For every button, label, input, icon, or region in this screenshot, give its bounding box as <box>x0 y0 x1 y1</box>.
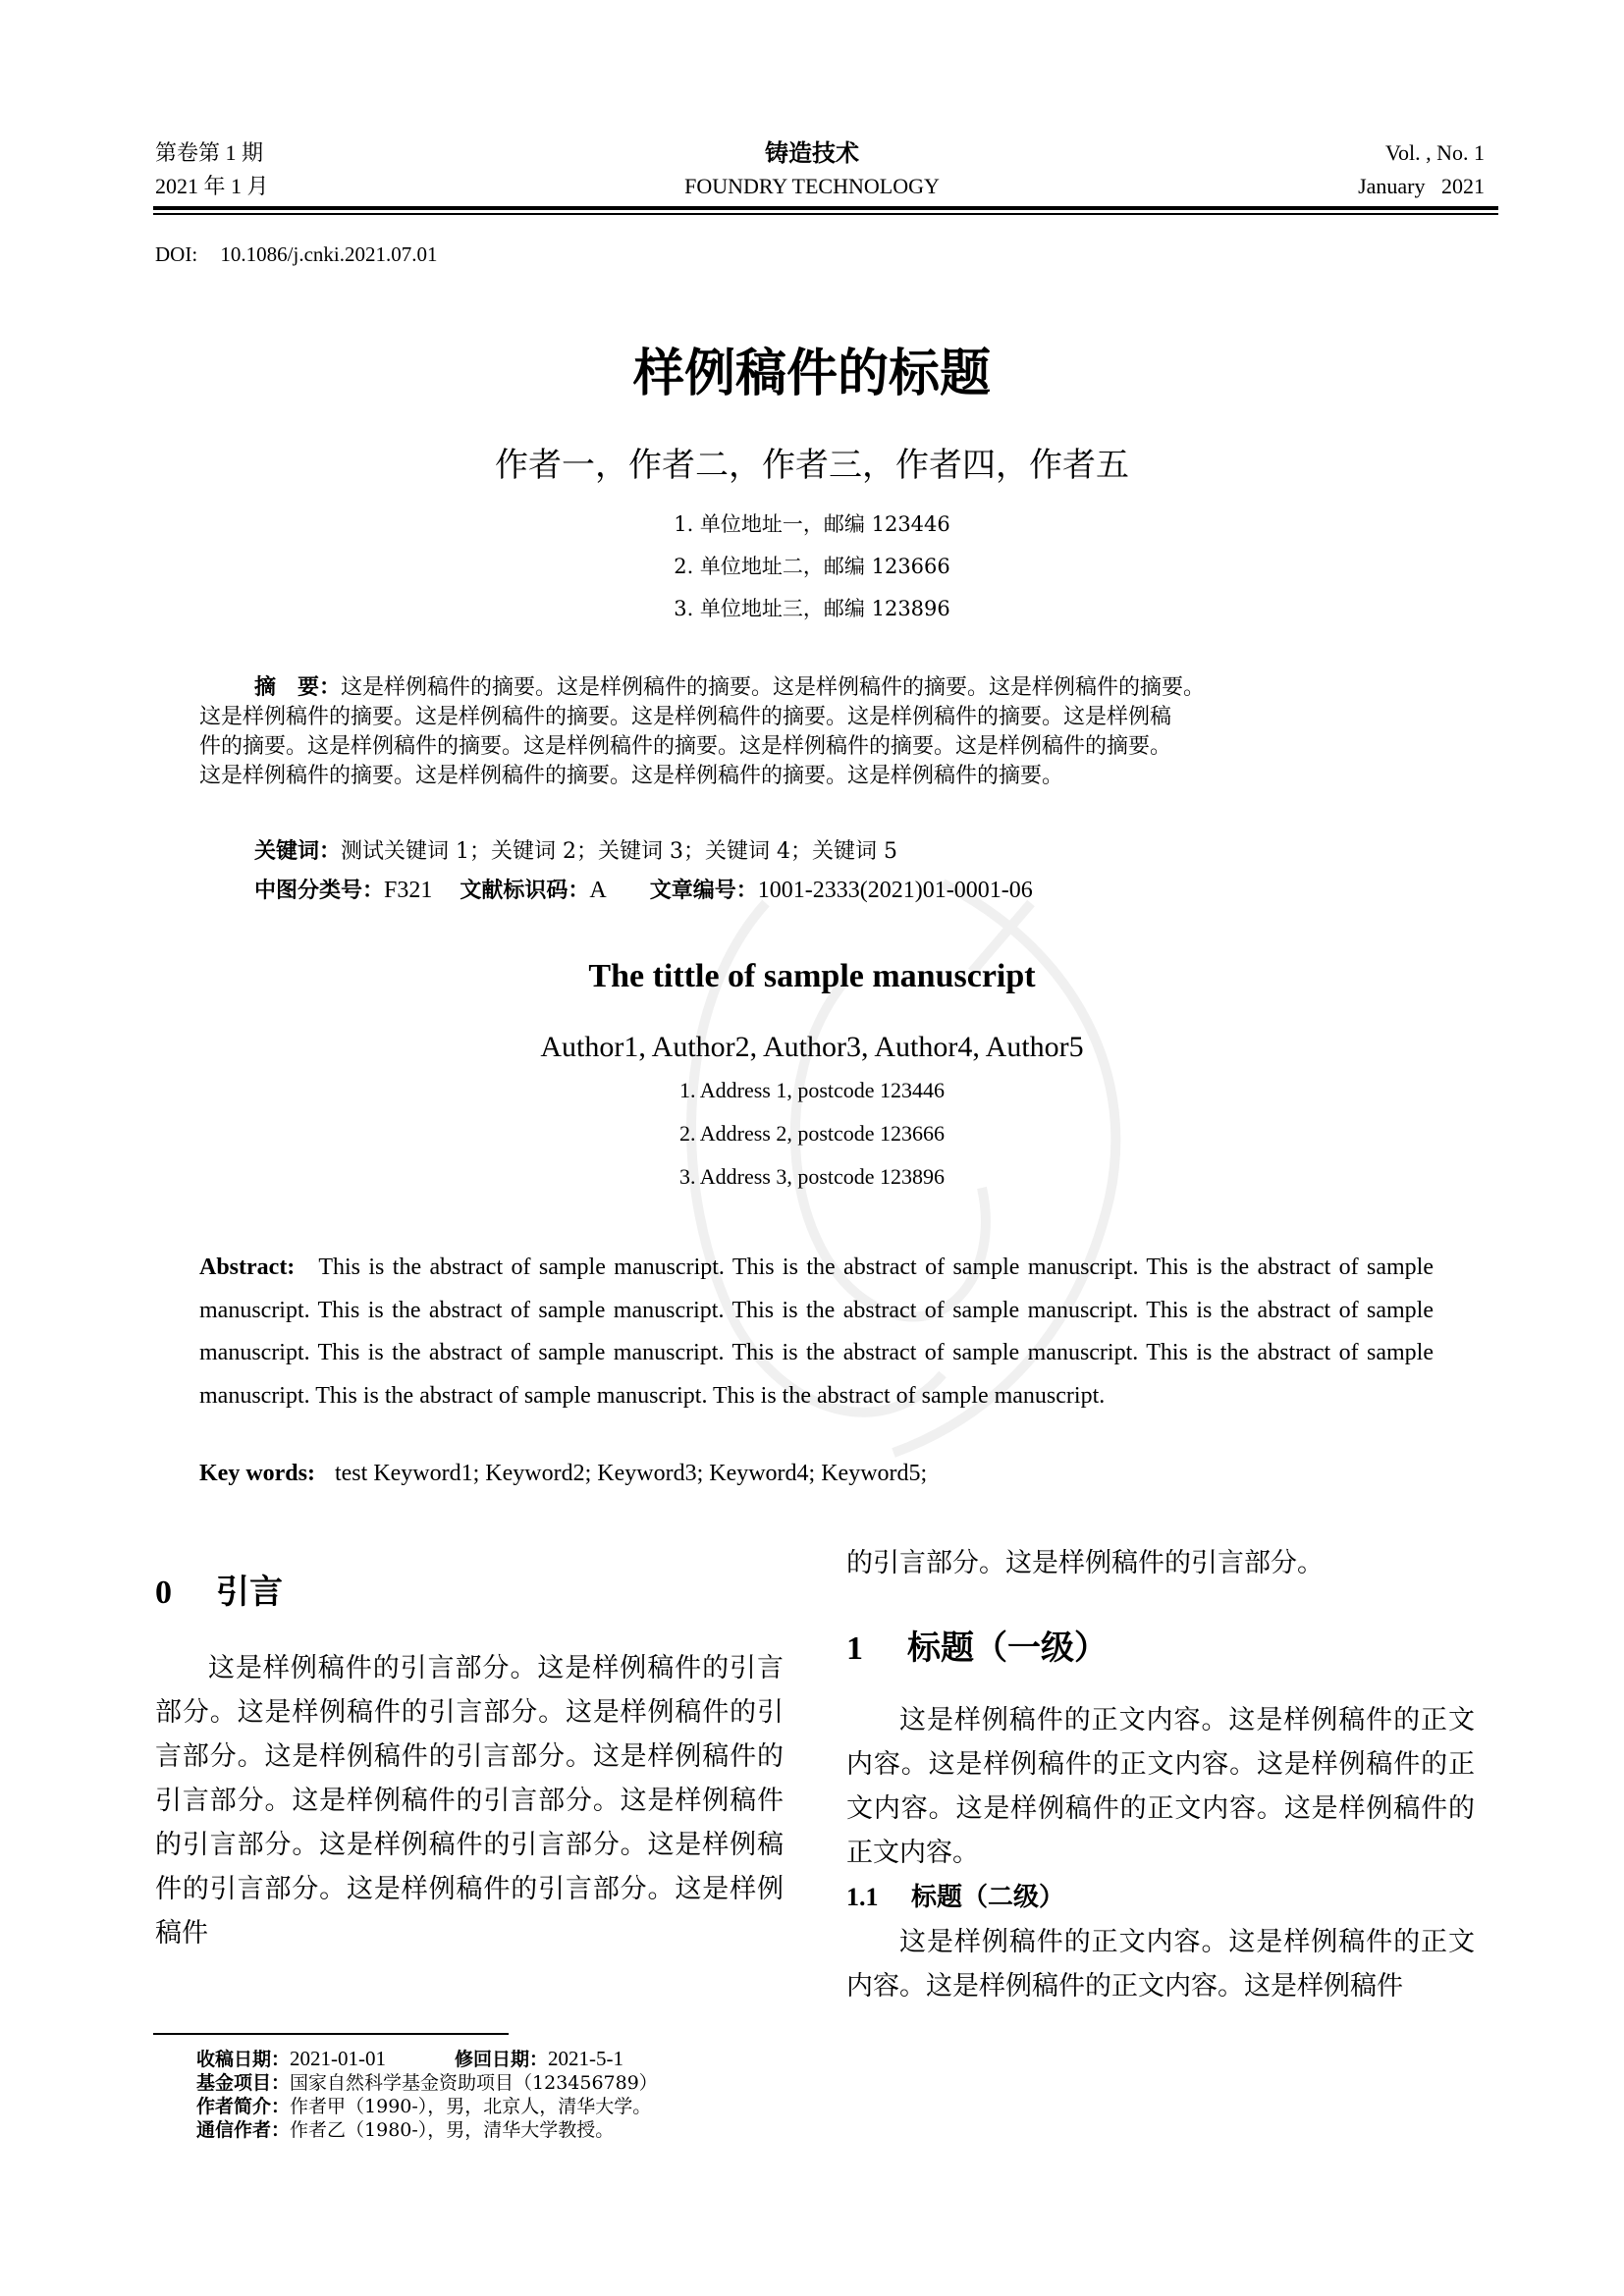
keywords-cn-value: 测试关键词 1；关键词 2；关键词 3；关键词 4；关键词 5 <box>341 839 897 864</box>
header-rule-thin <box>153 213 1498 215</box>
footnote-corresponding <box>196 2118 658 2142</box>
section-title: 标题（一级） <box>907 1629 1108 1668</box>
keywords-en-label: Key words: <box>199 1461 315 1486</box>
doi-value[interactable]: 10.1086/j.cnki.2021.07.01 <box>220 242 438 266</box>
keywords-en-value: test Keyword1; Keyword2; Keyword3; Keyword4; Keyword5; <box>334 1461 928 1486</box>
abstract-en-label: Abstract: <box>199 1255 296 1280</box>
revised-value: 2021-5-1 <box>548 2047 624 2070</box>
affiliations-en <box>0 1078 1624 1207</box>
bio-value: 作者甲（1990-），男，北京人，清华大学。 <box>290 2096 652 2117</box>
abstract-cn-text: 这是样例稿件的摘要。这是样例稿件的摘要。这是样例稿件的摘要。这是样例稿件的摘要。 <box>341 675 1206 700</box>
section-title: 引言 <box>216 1573 283 1612</box>
body-paragraph-continued: 的引言部分。这是样例稿件的引言部分。 <box>846 1548 1324 1578</box>
received-value: 2021-01-01 <box>290 2047 387 2070</box>
doc-code-label: 文献标识码： <box>460 879 590 903</box>
issue-month-year: January 2021 <box>1358 174 1485 198</box>
section-heading-1-1 <box>846 1875 1475 1920</box>
bio-label: 作者简介： <box>196 2096 291 2117</box>
article-number-value: 1001-2333(2021)01-0001-06 <box>757 878 1033 903</box>
fund-label: 基金项目： <box>196 2072 291 2094</box>
affiliation-cn-3: 3. 单位地址三，邮编 123896 <box>674 597 950 620</box>
abstract-cn-label: 摘 要： <box>254 675 342 700</box>
affiliation-en-3: 3. Address 3, postcode 123896 <box>678 1164 946 1189</box>
paper-title-en: The tittle of sample manuscript <box>588 958 1036 994</box>
affiliations-cn <box>0 508 1624 635</box>
section-number: 0 <box>155 1575 172 1611</box>
header-rule-thick <box>153 206 1498 210</box>
affiliation-cn-2: 2. 单位地址二，邮编 123666 <box>674 555 950 578</box>
subsection-number: 1.1 <box>846 1883 879 1911</box>
revised-label: 修回日期： <box>455 2049 549 2070</box>
subsection-title: 标题（二级） <box>911 1883 1065 1912</box>
keywords-cn <box>254 834 897 865</box>
doi-line <box>155 242 438 267</box>
keywords-cn-label: 关键词： <box>254 839 342 864</box>
affiliation-cn-1: 1. 单位地址一，邮编 123446 <box>674 512 950 536</box>
body-column-left <box>155 1571 784 1955</box>
corresponding-label: 通信作者： <box>196 2119 291 2141</box>
doc-code-value: A <box>589 878 607 903</box>
body-paragraph: 这是样例稿件的正文内容。这是样例稿件的正文内容。这是样例稿件的正文内容。这是样例稿件 <box>846 1927 1475 2002</box>
abstract-en <box>199 1247 1434 1417</box>
footnote-rule <box>153 2033 509 2035</box>
running-header-right <box>1358 140 1485 199</box>
body-column-right <box>846 1541 1475 2008</box>
footnotes <box>196 2047 658 2142</box>
authors-cn: 作者一，作者二，作者三，作者四，作者五 <box>495 446 1129 485</box>
abstract-cn-line: 件的摘要。这是样例稿件的摘要。这是样例稿件的摘要。这是样例稿件的摘要。这是样例稿件的摘要。 <box>199 734 1172 759</box>
body-paragraph: 这是样例稿件的正文内容。这是样例稿件的正文内容。这是样例稿件的正文内容。这是样例稿件的正文内容。这是样例稿件的正文内容。这是样例稿件的正文内容。 <box>846 1705 1475 1868</box>
footnote-fund <box>196 2071 658 2095</box>
issue-label: 第卷第 1 期 <box>155 140 264 165</box>
clc-value: F321 <box>384 878 433 903</box>
abstract-cn-line: 这是样例稿件的摘要。这是样例稿件的摘要。这是样例稿件的摘要。这是样例稿件的摘要。 <box>199 764 1064 788</box>
issue-date: 2021 年 1 月 <box>155 174 269 198</box>
footnote-bio <box>196 2095 658 2118</box>
footnote-dates <box>196 2047 658 2071</box>
authors-en: Author1, Author2, Author3, Author4, Author5 <box>540 1031 1084 1063</box>
abstract-cn <box>199 673 1436 791</box>
journal-name-en: FOUNDRY TECHNOLOGY <box>684 174 940 198</box>
section-heading-1 <box>846 1627 1475 1671</box>
doi-label: DOI: <box>155 242 198 266</box>
article-number-label: 文章编号： <box>649 879 758 903</box>
volume-number: Vol. , No. 1 <box>1384 140 1485 165</box>
section-number: 1 <box>846 1630 863 1667</box>
clc-label: 中图分类号： <box>254 879 385 903</box>
keywords-en <box>199 1461 927 1487</box>
corresponding-value: 作者乙（1980-），男，清华大学教授。 <box>290 2119 615 2141</box>
abstract-en-text: This is the abstract of sample manuscript. This is the abstract of sample manuscript. This is the abstract of sample manuscript. This is the abstract of sample manuscript. This is the abstract of sample manuscript. This is the abstract of sample manuscript. This is the abstract of sample manuscript. This is the abstract of sample manuscript. This is the abstract of sample manuscript. This is the abstract of sample manuscript. This is the abstract of sample manuscript. <box>199 1255 1434 1409</box>
received-label: 收稿日期： <box>196 2049 291 2070</box>
abstract-cn-line: 这是样例稿件的摘要。这是样例稿件的摘要。这是样例稿件的摘要。这是样例稿件的摘要。这是样例稿 <box>199 705 1172 729</box>
paper-title-cn: 样例稿件的标题 <box>632 345 991 403</box>
section-heading-0 <box>155 1571 784 1615</box>
fund-value: 国家自然科学基金资助项目（123456789） <box>290 2072 658 2094</box>
affiliation-en-1: 1. Address 1, postcode 123446 <box>678 1078 946 1102</box>
affiliation-en-2: 2. Address 2, postcode 123666 <box>678 1121 946 1146</box>
journal-name-cn: 铸造技术 <box>765 139 859 167</box>
classification-line <box>254 874 1033 904</box>
abstract-cn-line <box>199 673 1436 703</box>
body-paragraph: 这是样例稿件的引言部分。这是样例稿件的引言部分。这是样例稿件的引言部分。这是样例稿件的引言部分。这是样例稿件的引言部分。这是样例稿件的引言部分。这是样例稿件的引言部分。这是样例稿件的引言部分。这是样例稿件的引言部分。这是样例稿件的引言部分。这是样例稿件的引言部分。这是样例稿件 <box>155 1653 784 1949</box>
